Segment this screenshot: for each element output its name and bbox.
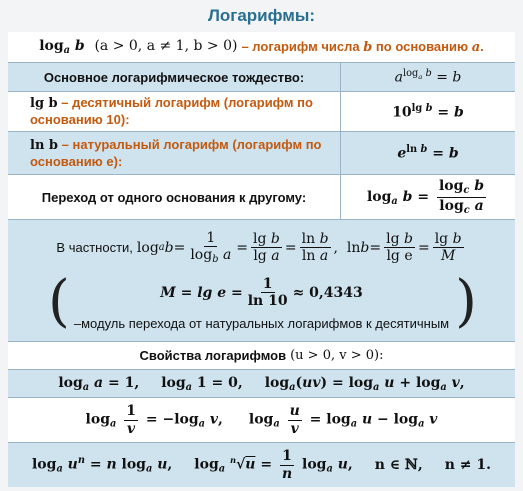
prop-log-product: $\log_a(uv) = \log_a u + \log_a v$, — [264, 374, 465, 393]
prop-log-base: $\log_a a = 1$, — [58, 374, 140, 393]
change-base-formula: $\log_a b$ = $\frac{\log_c b}{\log_c a}$ — [366, 178, 485, 216]
prop-n-natural: n ∈ ℕ, — [374, 457, 423, 473]
properties-line-1 — [8, 370, 515, 398]
page-title: Логарифмы: — [207, 6, 316, 25]
definition-text: – логарифм числа b по основанию a. — [241, 39, 484, 55]
decimal-log-label: lg b – десятичный логарифм (логарифм по основанию 10): — [30, 95, 313, 127]
modulus-formula: M = lg e = $\frac{1}{\ln 10}$ ≈ 0,4343 — [160, 276, 363, 310]
definition-row — [8, 32, 515, 63]
left-paren: ( — [48, 269, 70, 334]
identity-row — [8, 63, 515, 92]
properties-title: Свойства логарифмов — [139, 348, 287, 363]
special-case-block — [8, 220, 515, 342]
decimal-log-row — [8, 92, 515, 132]
change-base-label: Переход от одного основания к другому: — [41, 189, 307, 205]
prop-log-one: $\log_a 1 = 0$, — [161, 374, 243, 393]
properties-condition: (u > 0, v > 0): — [290, 348, 384, 363]
prop-log-root: $\log_a ^n√u$ = $\frac{1}{n}$ $\log_a u$, — [194, 448, 353, 482]
prop-log-quotient: $\log_a$ $\frac{u}{v}$ = $\log_a u - \log_a v$ — [248, 403, 438, 437]
prop-log-power: $\log_a u^n = n$ $\log_a u$, — [31, 455, 173, 475]
natural-log-label: ln b – натуральный логарифм (логарифм по основанию e): — [30, 136, 322, 169]
natural-log-formula: $e^{ln b} = b$ — [397, 144, 459, 162]
identity-formula: $a^{log_a b} = b$ — [394, 68, 462, 86]
change-base-row — [8, 175, 515, 220]
special-case-formula: В частности, log a b = $\frac{1}{\log_b a}$ = $\frac{\text{lg b}}{\text{lg a}}$ = $\frac{\text{ln b}}{\text{ln a}}$ , ln b = $\frac{\text{lg b}}{\text{lg e}}$ = $\frac{\text{lg b}}{M}$ — [56, 230, 462, 266]
definition-formula: $\log_a b$ (a > 0, a ≠ 1, b > 0) — [39, 38, 238, 56]
properties-line-3 — [8, 443, 515, 487]
decimal-log-formula: $10^{lg b} = b$ — [392, 102, 464, 121]
properties-line-2 — [8, 398, 515, 443]
modulus-note: –модуль перехода от натуральных логарифмов к десятичным — [73, 316, 450, 331]
prop-log-reciprocal: $\log_a$ $\frac{1}{v}$ = $-\log_a$ v, — [85, 403, 223, 437]
identity-label: Основное логарифмическое тождество: — [43, 69, 305, 85]
right-paren: ) — [455, 269, 477, 334]
properties-header — [8, 342, 515, 370]
prop-n-not-one: n ≠ 1. — [444, 457, 491, 473]
natural-log-row — [8, 132, 515, 175]
